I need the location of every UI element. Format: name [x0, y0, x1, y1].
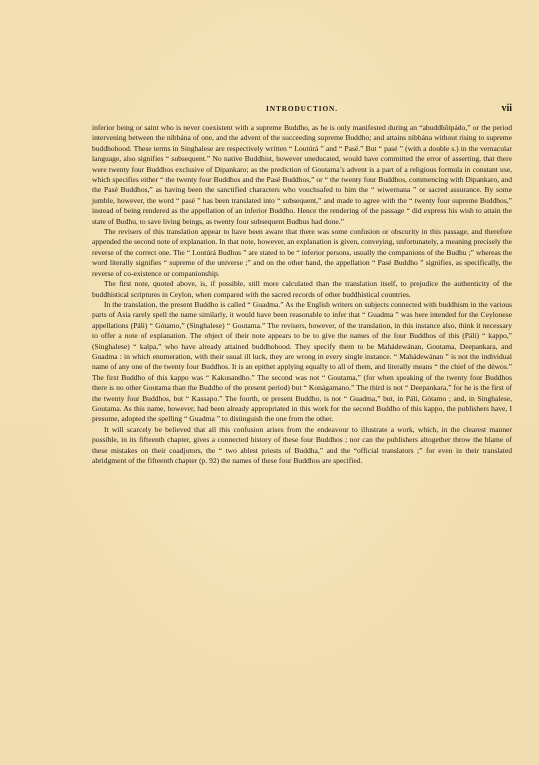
paragraph: In the translation, the present Buddho is called “ Guadma.” As the English writers on subjects connected with buddhism in the various parts of Asia rarely spell the name similarly, it would have been reasonable to infer that “ Guadma ” was here intended for the Ceylonese appellations (Páli) “ Gótamo,” (Singhalese) “ Goutama.” The revisers, however, of the translation, in this instance also, think it necessary to offer a note of explanation. The object of their note appears to be to give the names of the four Buddhos of this (Páli) “ kappo,” (Singhalese) “ kalpa,” who have already attained buddhohood. They specify them to be Mahádewánan, Goutama, Deepankara, and Guadma : in which enumeration, with their usual ill luck, they are wrong in every single instance. “ Mahádewánan ” is not the individual name of any one of the twenty four Buddhos. It is an epithet applying equally to all of them, and literally means “ the chief of the déwos.” The first Buddho of this kappo was “ Kakusandho.” The second was not “ Goutama,” (for when speaking of the twenty four Buddhos there is no other Goutama than the Buddho of the present period) but “ Konágamano.” The third is not “ Deepankara,” for he is the first of the twenty four Buddhos, but “ Kassapo.” The fourth, or present Buddho, is not “ Guadma,” but, in Páli, Gótamo ; and, in Singhalese, Goutama. As this name, however, had been already appropriated in this work for the second Buddho of this kappo, the publishers have, I presume, adopted the spelling “ Guadma ” to distinguish the one from the other.: [92, 299, 512, 424]
paragraph: The revisers of this translation appear to have been aware that there was some confusion or obscurity in this passage, and therefore appended the second note of explanation. In that note, however, an explanation is given, conveying, unfortunately, a meaning precisely the reverse of the correct one. The “ Loutúrá Budhus ” are stated to be “ inferior persons, usually the companions of the Budhu ;” whereas the word literally signifies “ supreme of the universe ;” and on the other hand, the appellation “ Pasé Buddho ” signifies, as specifically, the reverse of co-existence or companionship.: [92, 227, 512, 278]
header-title: INTRODUCTION.: [266, 104, 338, 113]
page-number: vii: [501, 103, 512, 114]
running-head: [92, 104, 512, 116]
paragraph: It will scarcely be believed that all this confusion arises from the endeavour to illustrate a work, which, in the clearest manner possible, in its fifteenth chapter, gives a connected history of these four Buddhos ; nor can the publishers altogether throw the blame of these mistakes on their coadjutors, the “ two ablest priests of Buddha,” and the “official translators ;” for even in their translated abridgment of the fifteenth chapter (p. 92) the names of these four Buddhos are specified.: [92, 424, 512, 465]
paragraph: inferior being or saint who is never coexistent with a supreme Buddho, as he is only manifested during an “abuddhôtpádo,” or the period intervening between the nibbána of one, and the advent of the succeeding supreme Buddho; and attains nibbána without rising to supreme buddhohood. These terms in Singhalese are respectively written “ Loutúrá ” and “ Pasé.” But “ pasé ” (with a double s.) in the vernacular language, also signifies “ subsequent.” No native Buddhist, however uneducated, would have committed the error of asserting, that there were twenty four Buddhos exclusive of Dipankaro; as the prediction of Goutama’s advent is a part of a religious formula in constant use, which specifies either “ the twenty four Buddhos and the Pasé Buddhos,” or “ the twenty four Buddhos, commencing with Dipankaro, and the Pasé Buddhos,” as having been the sanctified characters who vouchsafed to him the “ wiwernana ” or sacred assurance. By some jumble, however, the word “ pasé ” has been translated into “ subsequent,” and made to agree with the “ twenty four supreme Buddhos,” instead of being rendered as the appellation of an inferior Buddho. Hence the rendering of the passage “ did express his wish to attain the state of Budhu, to save living beings, as twenty four subsequent Budhus had done.”: [92, 123, 512, 226]
body-text: [92, 123, 512, 466]
paragraph: The first note, quoted above, is, if possible, still more calculated than the translation itself, to prejudice the authenticity of the buddhistical scriptures in Ceylon, when compared with the sacred records of other buddhistical countries.: [92, 279, 512, 299]
